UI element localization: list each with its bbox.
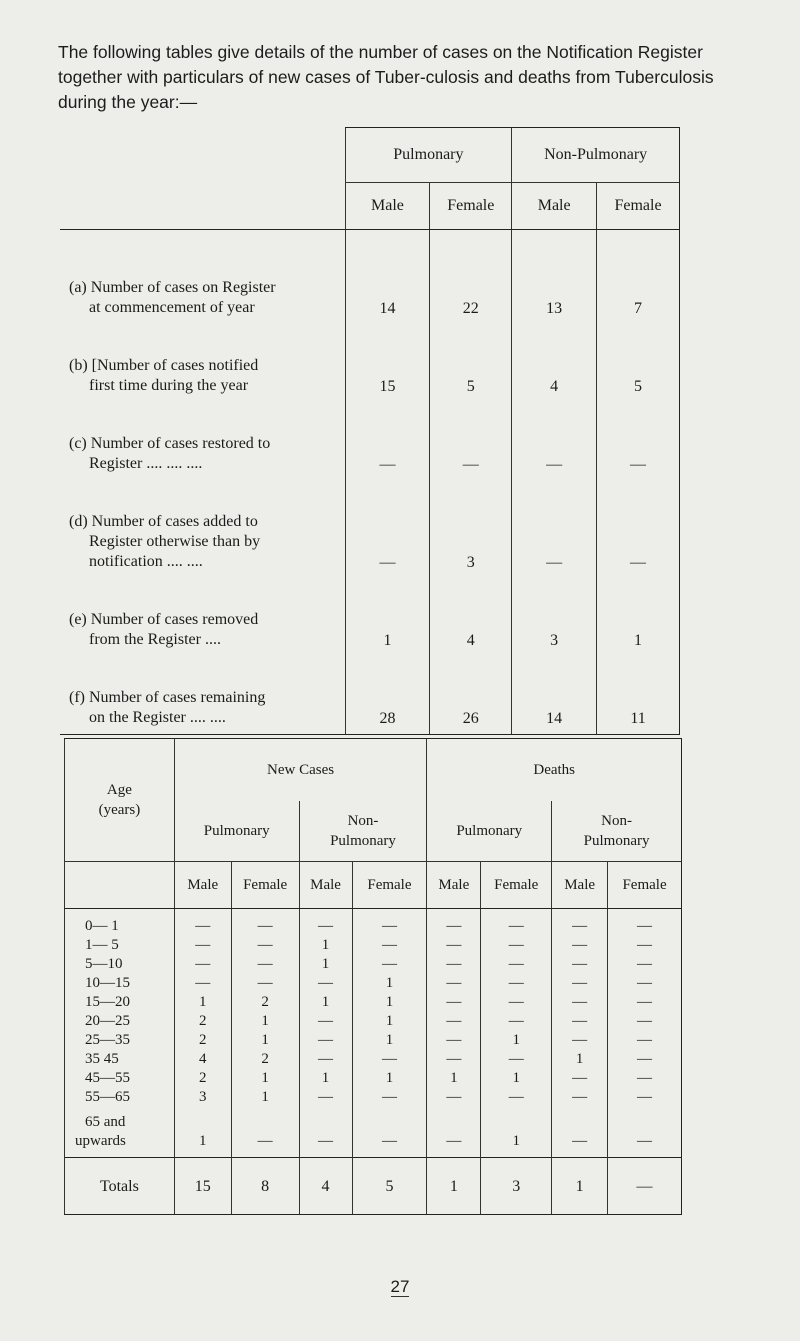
- age-label: 5—10: [85, 956, 123, 972]
- cell: 1: [597, 578, 680, 656]
- cell: —: [608, 1069, 682, 1088]
- cell: 26: [430, 656, 512, 735]
- deaths-non-pulmonary-header: Non- Pulmonary: [552, 801, 682, 862]
- row-label: (b) [Number of cases notified first time during the year: [69, 357, 259, 394]
- register-table: [60, 127, 680, 735]
- cell: —: [481, 1050, 552, 1069]
- deaths-pulmonary-header: Pulmonary: [427, 801, 552, 862]
- total-cell: 5: [352, 1158, 427, 1215]
- sex-header: Female: [481, 862, 552, 909]
- cell: 1: [299, 1069, 352, 1088]
- non-pulmonary-female-header: Female: [597, 183, 680, 230]
- age-cell: [65, 974, 175, 993]
- cell: —: [427, 1031, 481, 1050]
- total-cell: 1: [552, 1158, 608, 1215]
- cell: 14: [512, 656, 597, 735]
- cell: 1: [231, 1069, 299, 1088]
- sex-header: Female: [231, 862, 299, 909]
- cell: —: [608, 1088, 682, 1107]
- cell: 1: [352, 993, 427, 1012]
- cell: —: [552, 1088, 608, 1107]
- cell: —: [481, 909, 552, 937]
- cell: —: [427, 936, 481, 955]
- cell: 1: [552, 1050, 608, 1069]
- age-label: 55—65: [85, 1089, 130, 1105]
- new-pulmonary-header: Pulmonary: [174, 801, 299, 862]
- cell: —: [427, 1088, 481, 1107]
- cell: 1: [299, 955, 352, 974]
- age-cell: [65, 993, 175, 1012]
- age-label-cont: upwards: [75, 1133, 126, 1149]
- cell: 1: [352, 974, 427, 993]
- age-blank: [65, 862, 175, 909]
- cell: —: [299, 1107, 352, 1158]
- cell: —: [608, 909, 682, 937]
- age-label: 15—20: [85, 994, 130, 1010]
- age-cell: [65, 1069, 175, 1088]
- cell: —: [352, 1050, 427, 1069]
- cell: —: [597, 480, 680, 578]
- row-label: (c) Number of cases restored to Register .... .... ....: [69, 435, 271, 472]
- age-row: [65, 974, 682, 993]
- cell: 1: [352, 1012, 427, 1031]
- cell: —: [174, 955, 231, 974]
- cell: 1: [299, 993, 352, 1012]
- cell: —: [427, 1012, 481, 1031]
- non-pulmonary-header: Non-Pulmonary: [512, 128, 680, 183]
- cell: —: [231, 936, 299, 955]
- age-header: Age (years): [65, 739, 175, 862]
- cell: 1: [427, 1069, 481, 1088]
- age-cell: [65, 1050, 175, 1069]
- cell: 5: [597, 324, 680, 402]
- cell: —: [481, 974, 552, 993]
- cell: 28: [345, 656, 430, 735]
- cell: 1: [345, 578, 430, 656]
- cell: —: [345, 402, 430, 480]
- cell: —: [552, 955, 608, 974]
- age-label: 10—15: [85, 975, 130, 991]
- cell: —: [481, 993, 552, 1012]
- cell: —: [608, 993, 682, 1012]
- cell: —: [481, 1088, 552, 1107]
- new-non-pulmonary-header: Non- Pulmonary: [299, 801, 427, 862]
- totals-label: Totals: [65, 1158, 175, 1215]
- cell: 22: [430, 230, 512, 325]
- cell: 11: [597, 656, 680, 735]
- cell: —: [430, 402, 512, 480]
- cell: —: [608, 974, 682, 993]
- age-row: [65, 1012, 682, 1031]
- age-label: 20—25: [85, 1013, 130, 1029]
- total-cell: 4: [299, 1158, 352, 1215]
- cell: —: [608, 1012, 682, 1031]
- cell: —: [299, 1088, 352, 1107]
- age-row: [65, 909, 682, 937]
- page-number: 27: [390, 1277, 410, 1296]
- new-cases-header: New Cases: [174, 739, 427, 802]
- register-row-b: [60, 324, 680, 402]
- cell: —: [608, 1107, 682, 1158]
- total-cell: 15: [174, 1158, 231, 1215]
- age-label: 35 45: [85, 1051, 119, 1067]
- cell: —: [512, 480, 597, 578]
- sex-header: Male: [427, 862, 481, 909]
- cell: 5: [430, 324, 512, 402]
- cell: —: [231, 955, 299, 974]
- age-label: 45—55: [85, 1070, 130, 1086]
- cell: —: [552, 974, 608, 993]
- total-cell: 8: [231, 1158, 299, 1215]
- cell: —: [552, 1069, 608, 1088]
- age-label: 0— 1: [85, 918, 119, 934]
- cell: —: [597, 402, 680, 480]
- age-row: [65, 1107, 682, 1158]
- cell: —: [345, 480, 430, 578]
- sex-header: Male: [552, 862, 608, 909]
- cell: 2: [174, 1012, 231, 1031]
- cell: 7: [597, 230, 680, 325]
- cell: —: [608, 955, 682, 974]
- deaths-header: Deaths: [427, 739, 682, 802]
- cell: 1: [174, 1107, 231, 1158]
- total-cell: —: [608, 1158, 682, 1215]
- register-row-c: [60, 402, 680, 480]
- total-cell: 3: [481, 1158, 552, 1215]
- register-row-f: [60, 656, 680, 735]
- cell: —: [427, 909, 481, 937]
- cell: —: [352, 909, 427, 937]
- cell: —: [427, 993, 481, 1012]
- cell: 1: [231, 1088, 299, 1107]
- age-row: [65, 1050, 682, 1069]
- cell: —: [352, 1088, 427, 1107]
- cell: —: [481, 1012, 552, 1031]
- register-row-e: [60, 578, 680, 656]
- cell: 2: [231, 993, 299, 1012]
- pulmonary-female-header: Female: [430, 183, 512, 230]
- total-cell: 1: [427, 1158, 481, 1215]
- cell: 4: [174, 1050, 231, 1069]
- age-row: [65, 1031, 682, 1050]
- row-label: (a) Number of cases on Register at commencement of year: [60, 230, 345, 325]
- cell: 1: [352, 1069, 427, 1088]
- register-row-d: [60, 480, 680, 578]
- cell: —: [552, 909, 608, 937]
- age-table: [64, 738, 682, 1215]
- age-row: [65, 1069, 682, 1088]
- row-label: (e) Number of cases removed from the Register ....: [69, 611, 259, 648]
- age-row: [65, 993, 682, 1012]
- cell: —: [231, 909, 299, 937]
- totals-row: [65, 1158, 682, 1215]
- cell: 13: [512, 230, 597, 325]
- cell: —: [481, 955, 552, 974]
- age-cell: [65, 1012, 175, 1031]
- age-label: 65 and: [85, 1114, 126, 1130]
- sex-header: Male: [174, 862, 231, 909]
- cell: —: [552, 1107, 608, 1158]
- cell: —: [512, 402, 597, 480]
- intro-paragraph: The following tables give details of the number of cases on the Notification Register together with particulars of new cases of Tuber-culosis and deaths from Tuberculosis during the year:—: [58, 42, 714, 112]
- cell: 1: [299, 936, 352, 955]
- cell: 1: [231, 1031, 299, 1050]
- cell: —: [299, 909, 352, 937]
- cell: 4: [430, 578, 512, 656]
- register-row-a: [60, 230, 680, 325]
- cell: —: [427, 955, 481, 974]
- age-cell: [65, 955, 175, 974]
- cell: —: [552, 1031, 608, 1050]
- cell: —: [552, 936, 608, 955]
- cell: —: [427, 1107, 481, 1158]
- cell: —: [231, 974, 299, 993]
- cell: 3: [430, 480, 512, 578]
- cell: —: [352, 936, 427, 955]
- blank-corner: [60, 128, 345, 230]
- age-cell: [65, 909, 175, 937]
- cell: 1: [481, 1031, 552, 1050]
- cell: —: [352, 1107, 427, 1158]
- cell: —: [608, 1031, 682, 1050]
- cell: —: [174, 974, 231, 993]
- cell: —: [299, 1012, 352, 1031]
- age-cell: [65, 1088, 175, 1107]
- cell: 2: [174, 1031, 231, 1050]
- pulmonary-header: Pulmonary: [345, 128, 512, 183]
- sex-header: Female: [608, 862, 682, 909]
- cell: —: [427, 974, 481, 993]
- cell: 2: [174, 1069, 231, 1088]
- cell: 15: [345, 324, 430, 402]
- cell: —: [552, 1012, 608, 1031]
- cell: —: [174, 936, 231, 955]
- cell: —: [427, 1050, 481, 1069]
- pulmonary-male-header: Male: [345, 183, 430, 230]
- age-label: 25—35: [85, 1032, 130, 1048]
- cell: 4: [512, 324, 597, 402]
- age-label: 1— 5: [85, 937, 119, 953]
- row-label: (d) Number of cases added to Register otherwise than by notification .... ....: [69, 513, 261, 570]
- cell: —: [299, 1031, 352, 1050]
- cell: 14: [345, 230, 430, 325]
- row-label: (f) Number of cases remaining on the Register .... ....: [60, 656, 345, 735]
- cell: —: [481, 936, 552, 955]
- cell: 1: [481, 1107, 552, 1158]
- cell: 2: [231, 1050, 299, 1069]
- age-row: [65, 936, 682, 955]
- cell: —: [352, 955, 427, 974]
- cell: —: [174, 909, 231, 937]
- cell: —: [552, 993, 608, 1012]
- cell: —: [299, 974, 352, 993]
- age-cell: [65, 1107, 175, 1158]
- cell: —: [299, 1050, 352, 1069]
- sex-header: Female: [352, 862, 427, 909]
- cell: 3: [512, 578, 597, 656]
- cell: 1: [352, 1031, 427, 1050]
- cell: —: [231, 1107, 299, 1158]
- cell: 3: [174, 1088, 231, 1107]
- cell: 1: [231, 1012, 299, 1031]
- cell: —: [608, 936, 682, 955]
- cell: —: [608, 1050, 682, 1069]
- cell: 1: [481, 1069, 552, 1088]
- non-pulmonary-male-header: Male: [512, 183, 597, 230]
- cell: 1: [174, 993, 231, 1012]
- age-cell: [65, 1031, 175, 1050]
- age-row: [65, 955, 682, 974]
- sex-header: Male: [299, 862, 352, 909]
- age-cell: [65, 936, 175, 955]
- age-row: [65, 1088, 682, 1107]
